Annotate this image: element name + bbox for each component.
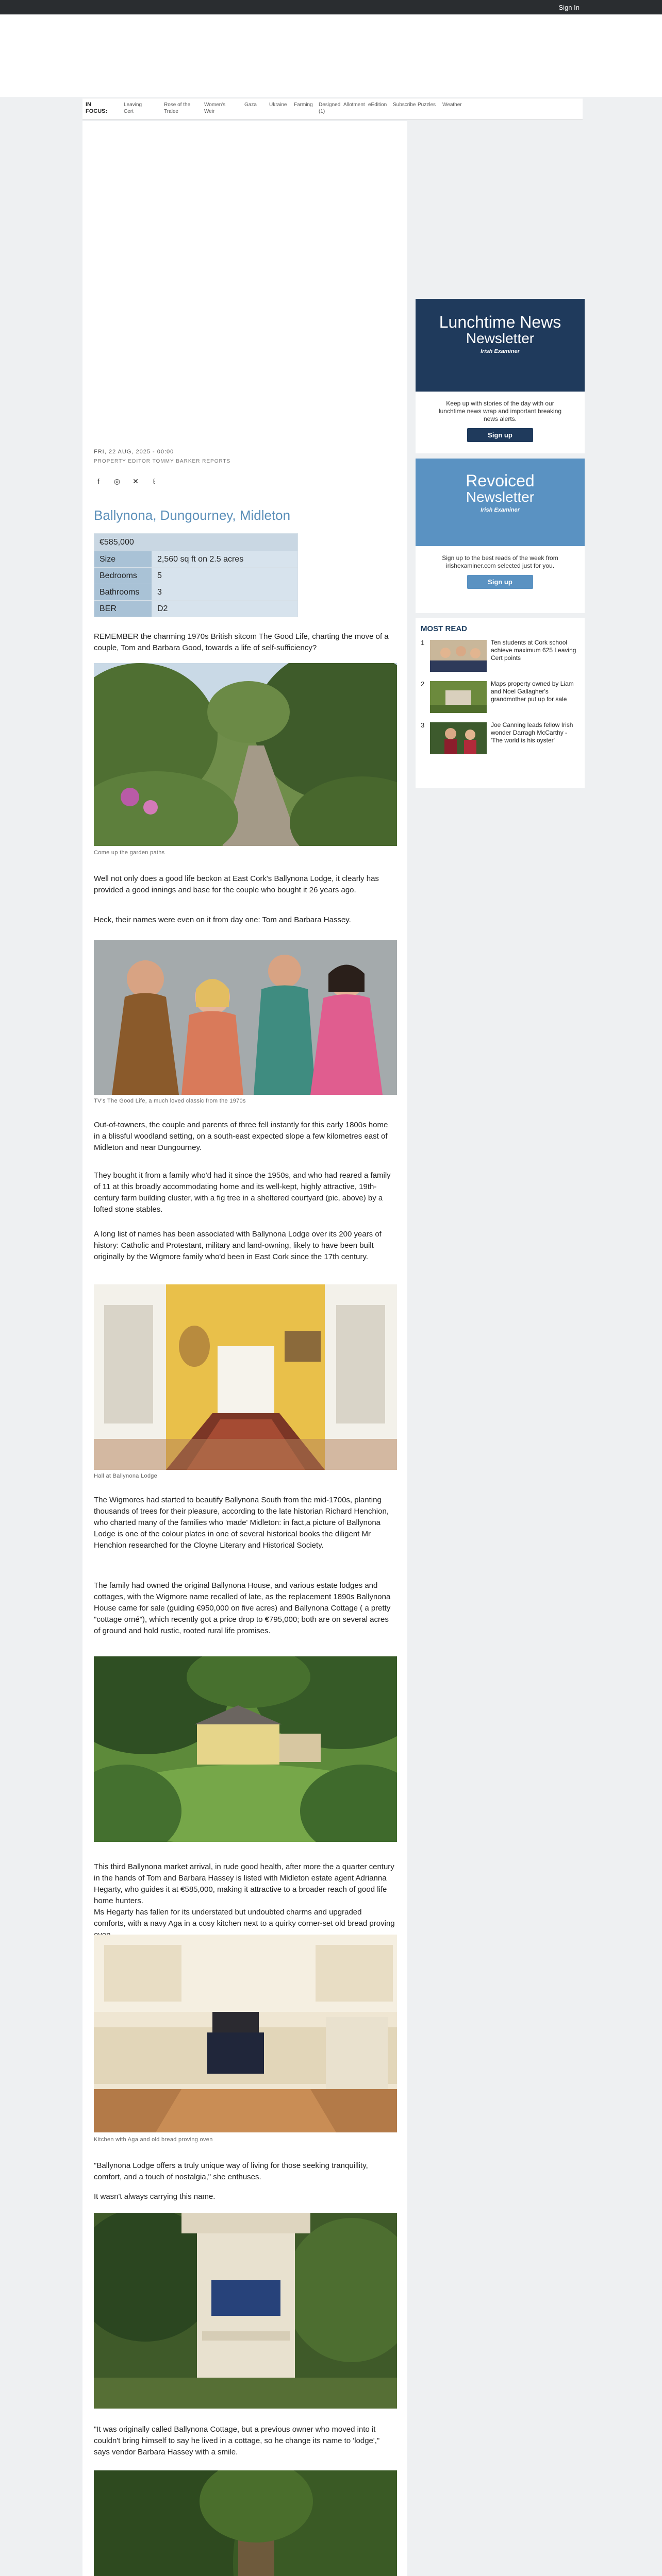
- newsletter-title: Revoiced: [466, 471, 535, 490]
- garden-table-photo: [94, 2470, 397, 2576]
- facts-row: Bathrooms 3: [94, 584, 298, 601]
- article-paragraph: The family had owned the original Ballynona House, and various estate lodges and cottages, with the Wigmore name recalled of late, as the replacement 1890s Ballynona House came for sale (guiding €950,000 on five acres) and Ballynona Cottage ( a pretty "cottage orné"), which recently got a price drop to €795,000; both are on several acres of ground and hold rustic, rooted rural life promises.: [94, 1581, 391, 1635]
- sign-in-link[interactable]: Sign In: [558, 4, 580, 11]
- in-focus-bar: [82, 98, 583, 120]
- advert-slot: [82, 121, 407, 440]
- photo-caption: Hall at Ballynona Lodge: [94, 1473, 158, 1479]
- focus-link-allotment[interactable]: Allotment: [343, 102, 365, 108]
- article-column: [82, 121, 407, 2576]
- most-read-headline: Maps property owned by Liam and Noel Gallagher's grandmother put up for sale: [491, 680, 574, 703]
- revoiced-newsletter-banner: [416, 459, 585, 546]
- most-read-headline: Ten students at Cork school achieve maximum 625 Leaving Cert points: [491, 639, 576, 662]
- most-read-panel: [416, 618, 585, 788]
- gate-pillar-photo: [94, 2213, 397, 2409]
- focus-link-leaving-cert[interactable]: Leaving Cert: [124, 102, 142, 114]
- property-facts-table: [94, 533, 298, 617]
- lunchtime-newsletter-banner: [416, 299, 585, 392]
- focus-link-gaza[interactable]: Gaza: [244, 102, 257, 108]
- most-read-headline: Joe Canning leads fellow Irish wonder Darragh McCarthy - 'The world is his oyster': [491, 721, 573, 744]
- article-date: FRI, 22 AUG, 2025 - 00:00: [94, 449, 174, 455]
- header-strip: [0, 14, 662, 30]
- most-read-thumbnail: [430, 681, 487, 713]
- newsletter-description: Sign up to the best reads of the week from irishexaminer.com selected just for you.: [442, 554, 558, 569]
- article-paragraph: They bought it from a family who'd had it since the 1950s, and who had reared a family of 11 at this broadly accommodating home and its well-kept, highly attractive, 19th-century farm building cluster, with a fig tree in a sheltered courtyard (pic, above) by a lofted stone stables.: [94, 1171, 391, 1214]
- facts-row: Bedrooms 5: [94, 568, 298, 584]
- newsletter-brand: Irish Examiner: [481, 348, 520, 354]
- newsletter-subtitle: Newsletter: [466, 489, 535, 505]
- most-read-item[interactable]: [421, 721, 581, 762]
- lunchtime-signup-button[interactable]: Sign up: [467, 428, 533, 442]
- focus-link-ukraine[interactable]: Ukraine: [269, 102, 287, 108]
- most-read-rank: 1: [421, 639, 425, 647]
- article-paragraph: The Wigmores had started to beautify Ballynona South from the mid-1700s, planting thousands of trees for their pleasure, according to the late historian Richard Henchion, who charted many of the families who 'made' Midleton: in fact,a picture of Ballynona Lodge is one of the colour plates in one of several historical books the diligent Mr Henchion researched for the Cloyne Literary and Historical Society.: [94, 1496, 389, 1550]
- focus-link-designed[interactable]: Designed (1): [319, 102, 341, 114]
- newsletter-description: Keep up with stories of the day with our lunchtime news wrap and important breaking news alerts.: [438, 400, 562, 422]
- most-read-item[interactable]: [421, 680, 581, 721]
- article-paragraph: A long list of names has been associated with Ballynona Lodge over its 200 years of history: Catholic and Protestant, military and land-owning, likely to have been built originally by the Wigmore family who'd been in East Cork since the 17th century.: [94, 1230, 382, 1261]
- facts-row: BER D2: [94, 601, 298, 617]
- photo-caption: TV's The Good Life, a much loved classic from the 1970s: [94, 1098, 246, 1104]
- article-byline: PROPERTY EDITOR TOMMY BARKER REPORTS: [94, 459, 231, 464]
- focus-link-weather[interactable]: Weather: [442, 102, 462, 108]
- facts-row: Size 2,560 sq ft on 2.5 acres: [94, 551, 298, 568]
- good-life-cast-photo: [94, 940, 397, 1095]
- most-read-item[interactable]: [421, 639, 581, 680]
- revoiced-signup-button[interactable]: Sign up: [467, 575, 533, 589]
- newsletter-brand: Irish Examiner: [481, 507, 520, 513]
- photo-caption: Kitchen with Aga and old bread proving oven: [94, 2137, 213, 2143]
- header-ad-band: [0, 30, 662, 97]
- link-icon[interactable]: ℓ: [153, 477, 156, 485]
- article-paragraph: "Ballynona Lodge offers a truly unique way of living for those seeking tranquillity, comfort, and a touch of nostalgia," she enthuses.: [94, 2161, 368, 2181]
- share-bar: [94, 477, 159, 486]
- kitchen-photo: [94, 1935, 397, 2132]
- in-focus-label: IN FOCUS:: [86, 101, 108, 114]
- photo-caption: Come up the garden paths: [94, 850, 165, 856]
- article-paragraph: Ms Hegarty has fallen for its understated but undoubted charms and upgraded comforts, with a navy Aga in a cosy kitchen next to a quirky corner-set old bread proving: [94, 1908, 395, 1928]
- whatsapp-icon[interactable]: ◎: [113, 477, 121, 485]
- article-paragraph: Heck, their names were even on it from day one: Tom and Barbara Hassey.: [94, 916, 351, 924]
- top-nav-bar: [0, 0, 662, 14]
- newsletter-title: Lunchtime News: [439, 313, 561, 331]
- focus-link-womens-weir[interactable]: Women's Weir: [204, 102, 226, 114]
- article-paragraph: Well not only does a good life beckon at East Cork's Ballynona Lodge, it clearly has provided a good innings and base for the couple who bought it 26 years ago.: [94, 874, 379, 894]
- article-paragraph: Out-of-towners, the couple and parents of three fell instantly for this early 1800s home in a blissful woodland setting, on a south-east expected slope a few kilometres east of Midleton and near Dungourney.: [94, 1121, 388, 1152]
- article-paragraph: "It was originally called Ballynona Cottage, but a previous owner who moved into it couldn't bring himself to say he lived in a cottage, so he change its name to 'lodge'," says vendor Barbara Hassey with a smile.: [94, 2425, 380, 2456]
- most-read-rank: 2: [421, 680, 425, 688]
- most-read-title: MOST READ: [421, 624, 467, 633]
- property-price: €585,000: [94, 534, 298, 551]
- most-read-thumbnail: [430, 722, 487, 754]
- article-paragraph: This third Ballynona market arrival, in rude good health, after more the a quarter century in the hands of Tom and Barbara Hassey is listed with Midleton estate agent Adrianna Hegarty, who guides it at €585,000, making it attractive to a broader reach of good life home hunters.: [94, 1862, 394, 1905]
- article-paragraph: REMEMBER the charming 1970s British sitcom The Good Life, charting the move of a couple, Tom and Barbara Good, towards a life of self-sufficiency?: [94, 632, 389, 652]
- aerial-house-photo: [94, 1656, 397, 1842]
- article-paragraph: It wasn't always carrying this name.: [94, 2192, 216, 2201]
- lunchtime-newsletter-card: [416, 299, 585, 453]
- focus-link-rose-of-tralee[interactable]: Rose of the Tralee: [164, 102, 191, 114]
- most-read-rank: 3: [421, 721, 425, 729]
- newsletter-subtitle: Newsletter: [466, 330, 535, 346]
- most-read-thumbnail: [430, 640, 487, 672]
- article-headline: Ballynona, Dungourney, Midleton: [94, 507, 291, 523]
- hall-photo: [94, 1284, 397, 1470]
- focus-link-subscribe[interactable]: Subscribe: [393, 102, 416, 108]
- facebook-icon[interactable]: f: [97, 477, 100, 485]
- garden-path-photo: [94, 663, 397, 846]
- revoiced-newsletter-card: [416, 459, 585, 613]
- focus-link-farming[interactable]: Farming: [294, 102, 313, 108]
- focus-link-puzzles[interactable]: Puzzles: [418, 102, 436, 108]
- focus-link-eedition[interactable]: eEdition: [368, 102, 387, 108]
- x-icon[interactable]: ✕: [133, 477, 139, 485]
